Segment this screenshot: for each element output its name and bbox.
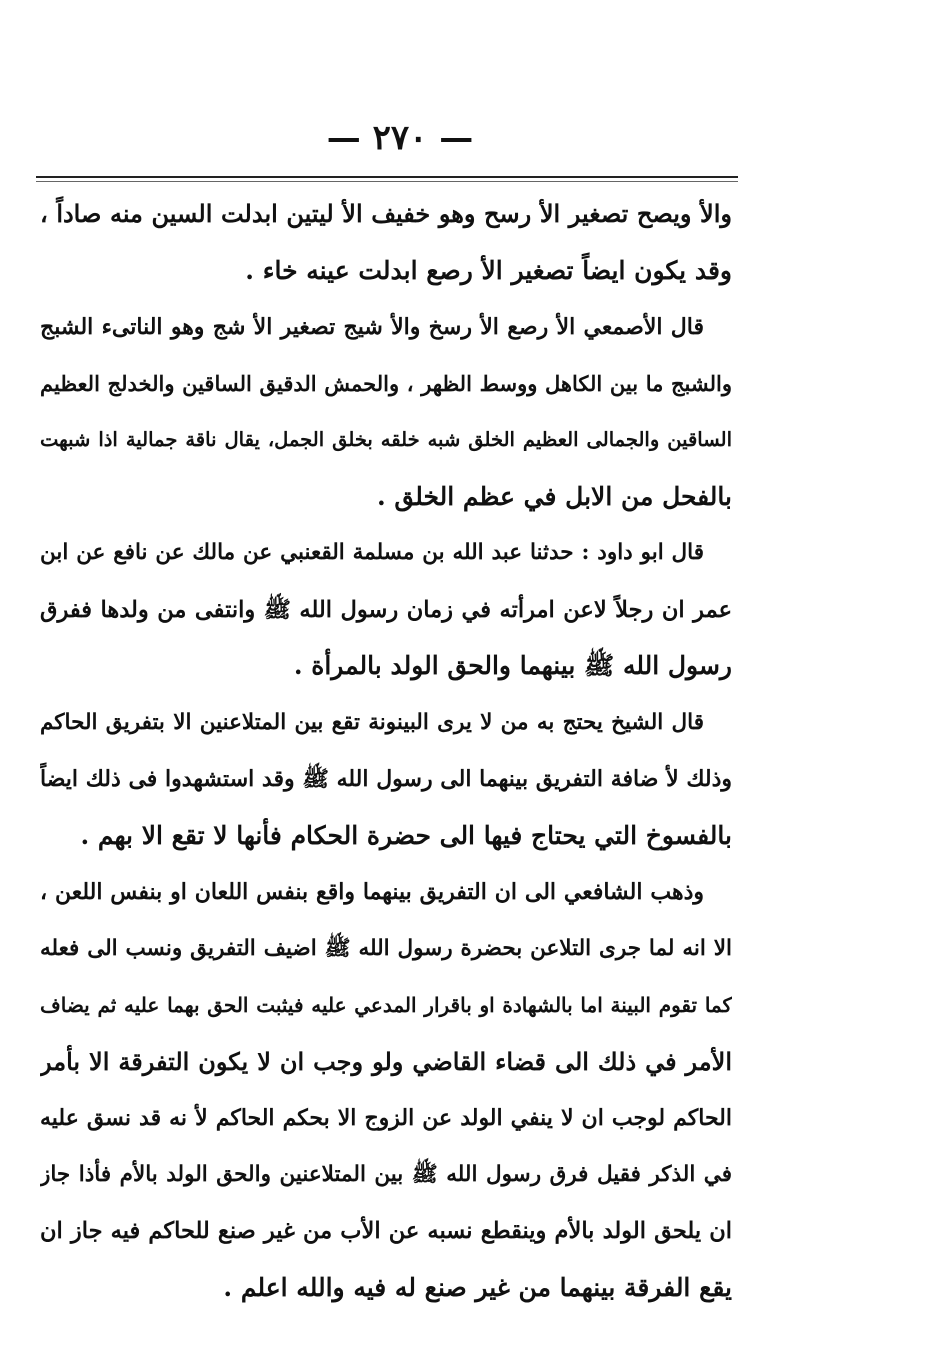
text-line: قال الشيخ يحتج به من لا يرى البينونة تقع بين المتلاعنين الا بتفريق الحاكم (40, 709, 704, 735)
text-line: وذلك لأ ضافة التفريق بينهما الى رسول الله ﷺ وقد استشهدوا فى ذلك ايضاً (40, 766, 732, 792)
text-line: وقد يكون ايضاً تصغير الأ رصع ابدلت عينه خاء . (245, 255, 732, 285)
header-divider (36, 176, 738, 178)
text-line: والأ ويصح تصغير الأ رسح وهو خفيف الأ ليتين ابدلت السين منه صاداً ، (40, 199, 732, 228)
text-line: والشبج ما بين الكاهل ووسط الظهر ، والحمش الدقيق الساقين والخدلج العظيم (40, 370, 732, 396)
text-line: الأمر في ذلك الى قضاء القاضي ولو وجب ان لا يكون التفرقة الا بأمر (40, 1046, 732, 1076)
text-line: قال الأصمعي الأ رصع الأ رسخ والأ شيج تصغير الأ شج وهو الناتىء الشبج (40, 314, 704, 340)
text-line: ان يلحق الولد بالأم وينقطع نسبه عن الأب من غير صنع للحاكم فيه جاز ان (40, 1218, 732, 1244)
header-divider-thin (36, 181, 738, 182)
text-line: بالفسوخ التي يحتاج فيها الى حضرة الحكام فأنها لا تقع الا بهم . (80, 820, 732, 850)
text-line: الا انه لما جرى التلاعن بحضرة رسول الله ﷺ اضيف التفريق ونسب الى فعله (40, 935, 732, 961)
text-line: في الذكر فقيل فرق رسول الله ﷺ بين المتلاعنين والحق الولد بالأم فأذا جاز (40, 1161, 732, 1187)
text-line: عمر ان رجلاً لاعن امرأته في زمان رسول الله ﷺ وانتفى من ولدها ففرق (40, 596, 732, 623)
text-line: يقع الفرقة بينهما من غير صنع له فيه والله اعلم . (223, 1272, 732, 1302)
text-line: الساقين والجمالى العظيم الخلق شبه خلقه بخلق الجمل، يقال ناقة جمالية اذا شبهت (40, 428, 732, 451)
text-line: بالفحل من الابل في عظم الخلق . (376, 481, 732, 511)
text-line: كما تقوم البينة اما بالشهادة او باقرار المدعي عليه فيثبت الحق بهما عليه ثم يضاف (40, 993, 732, 1017)
page-number: — ٢٧٠ — (326, 118, 474, 158)
text-line: قال ابو داود : حدثنا عبد الله بن مسلمة القعنبي عن مالك عن نافع عن ابن (40, 540, 704, 565)
text-line: الحاكم لوجب ان لا ينفي الولد عن الزوج الا بحكم الحاكم لأ نه قد نسق عليه (40, 1105, 732, 1131)
text-line: رسول الله ﷺ بينهما والحق الولد بالمرأة . (293, 651, 732, 680)
text-line: وذهب الشافعي الى ان التفريق بينهما واقع بنفس اللعان او بنفس اللعن ، (40, 879, 704, 905)
body-text (40, 186, 732, 1316)
